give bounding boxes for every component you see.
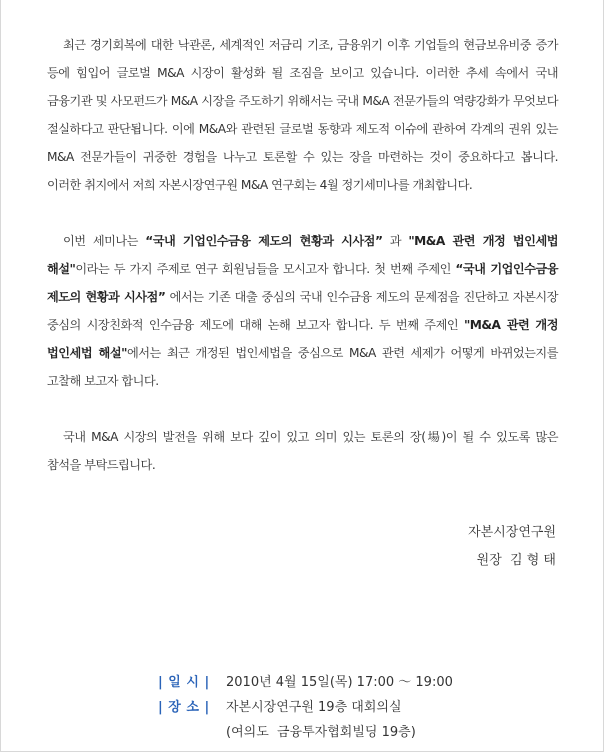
topic-1-title: “국내 기업인수금융 제도의 현황과 시사점” xyxy=(145,234,383,248)
date-row xyxy=(158,670,453,695)
topics-text-3: 이라는 두 가지 주제로 연구 회원님들을 모시고자 합니다. 첫 번째 주제인 xyxy=(75,262,456,276)
place-label: | 장 소 | xyxy=(158,700,210,715)
date-label: | 일 시 | xyxy=(158,675,210,690)
place-row xyxy=(158,695,453,720)
paragraph-closing: 국내 M&A 시장의 발전을 위해 보다 깊이 있고 의미 있는 토론의 장(場)이 될 수 있도록 많은 참석을 부탁드립니다. xyxy=(47,430,558,472)
paragraph-topics xyxy=(47,227,558,395)
event-details xyxy=(158,670,453,745)
topic-2-title-repeat: "M&A 관련 개정 법인세법 해설" xyxy=(47,318,558,360)
place-value: 자본시장연구원 19층 대회의실 xyxy=(226,700,402,715)
topic-2-title: "M&A 관련 개정 법인세법 해설" xyxy=(47,234,558,276)
topic-1-title-repeat: “국내 기업인수금융 제도의 현황과 시사점” xyxy=(47,262,558,304)
signature-block xyxy=(468,519,556,575)
topics-text-1: 이번 세미나는 xyxy=(63,234,146,248)
invitation-letter xyxy=(47,31,558,479)
topics-text-4: 에서는 기존 대출 중심의 국내 인수금융 제도의 문제점을 진단하고 자본시장 중심의 시장친화적 인수금융 제도에 대해 논해 보고자 합니다. 두 번째 주제인 xyxy=(47,290,558,332)
topics-text-2: 과 xyxy=(382,234,409,248)
topics-text-5: 에서는 최근 개정된 법인세법을 중심으로 M&A 관련 세제가 어떻게 바뀌었는지를 고찰해 보고자 합니다. xyxy=(47,346,558,388)
signature-name: 원장 김 형 태 xyxy=(476,553,556,568)
place-note-row xyxy=(158,720,453,745)
date-value: 2010년 4월 15일(목) 17:00 ～ 19:00 xyxy=(226,675,453,690)
paragraph-intro: 최근 경기회복에 대한 낙관론, 세계적인 저금리 기조, 금융위기 이후 기업들의 현금보유비중 증가 등에 힘입어 글로벌 M&A 시장이 활성화 될 조짐을 보이고 있습니다. 이러한 추세 속에서 국내 금융기관 및 사모펀드가 M&A 시장을 주도하기 위해서는 국내 M&A 전문가들의 역량강화가 무엇보다 절실하다고 판단됩니다. 이에 M&A와 관련된 글로벌 동향과 제도적 이슈에 관하여 각계의 권위 있는 M&A 전문가들이 귀중한 경험을 나누고 토론할 수 있는 장을 마련하는 것이 중요하다고 봅니다. 이러한 취지에서 저희 자본시장연구원 M&A 연구회는 4월 정기세미나를 개최합니다. xyxy=(47,38,558,192)
place-note: (여의도 금융투자협회빌딩 19층) xyxy=(226,725,416,740)
signature-organization: 자본시장연구원 xyxy=(468,525,556,540)
